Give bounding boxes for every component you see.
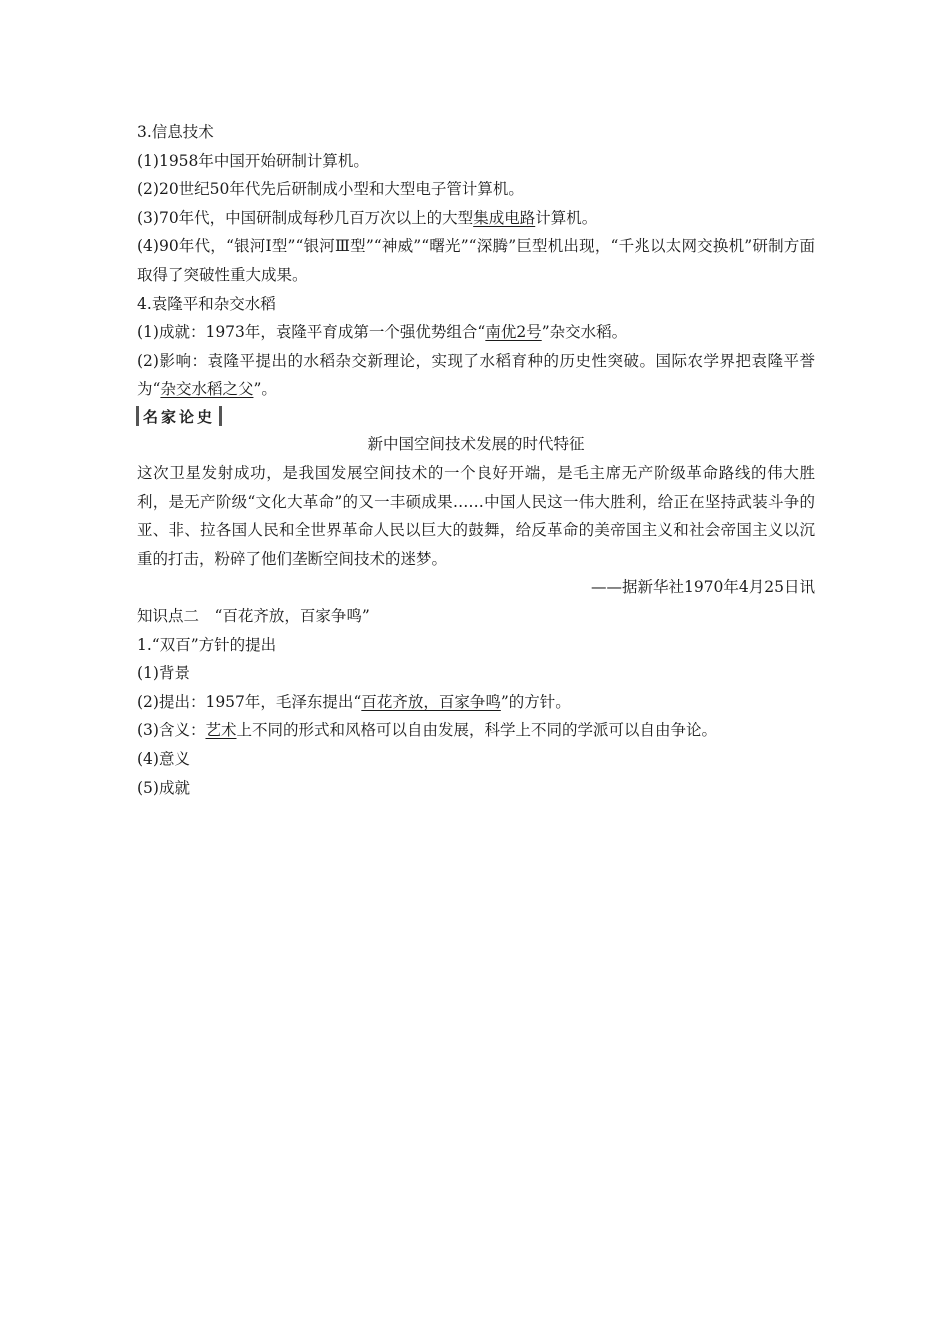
commentary-source: ——据新华社1970年4月25日讯 xyxy=(590,578,815,597)
section-4-item-2 xyxy=(137,347,815,404)
section-3-item-3-text: (3)70年代，中国研制成每秒几百万次以上的大型 xyxy=(137,208,474,227)
knowledge-point-2-sub-1: 1.“双百”方针的提出 xyxy=(137,635,277,654)
section-3-item-1: (1)1958年中国开始研制计算机。 xyxy=(137,151,369,170)
section-4-item-1-tail: ”杂交水稻。 xyxy=(541,323,628,342)
label-right-bar xyxy=(219,406,222,426)
document-content xyxy=(137,118,815,802)
knowledge-point-2-title: 知识点二 “百花齐放，百家争鸣” xyxy=(137,607,370,625)
commentary-label: 名家论史 xyxy=(143,407,216,426)
answer-father-of-hybrid-rice: 杂交水稻之父 xyxy=(160,380,254,399)
knowledge-point-2-item-1: (1)背景 xyxy=(137,664,190,683)
knowledge-point-2-item-3-tail: 上不同的形式和风格可以自由发展，科学上不同的学派可以自由争论。 xyxy=(236,721,717,740)
knowledge-point-2-item-2 xyxy=(137,688,815,717)
answer-hundred-flowers: 百花齐放，百家争鸣 xyxy=(361,692,501,711)
section-3-item-3-tail: 计算机。 xyxy=(535,208,598,227)
answer-integrated-circuit: 集成电路 xyxy=(473,208,536,227)
answer-art: 艺术 xyxy=(205,721,237,740)
knowledge-point-2-item-2-tail: ”的方针。 xyxy=(500,692,571,711)
knowledge-point-2-item-3 xyxy=(137,716,815,745)
commentary-body: 这次卫星发射成功，是我国发展空间技术的一个良好开端，是毛主席无产阶级革命路线的伟大胜利，是无产阶级“文化大革命”的又一丰硕成果……中国人民这一伟大胜利，给正在坚持武装斗争的亚、非、拉各国人民和全世界革命人民以巨大的鼓舞，给反革命的美帝国主义和社会帝国主义以沉重的打击，粉碎了他们垄断空间技术的迷梦。 xyxy=(137,464,815,568)
knowledge-point-2-item-2-text: (2)提出：1957年，毛泽东提出“ xyxy=(137,692,362,711)
section-3-item-3 xyxy=(137,204,815,233)
knowledge-point-2-item-4: (4)意义 xyxy=(137,749,190,768)
knowledge-point-2-item-5: (5)成就 xyxy=(137,778,190,797)
section-4-item-2-tail: ”。 xyxy=(253,380,277,399)
answer-nanyou-2: 南优2号 xyxy=(485,323,542,342)
section-4-item-1 xyxy=(137,318,815,347)
commentary-label-box xyxy=(136,406,222,427)
knowledge-point-2-item-3-text: (3)含义： xyxy=(137,721,206,740)
section-4-item-2-text: (2)影响：袁隆平提出的水稻杂交新理论，实现了水稻育种的历史性突破。国际农学界把袁隆平誉为“ xyxy=(137,351,815,399)
section-3-item-2: (2)20世纪50年代先后研制成小型和大型电子管计算机。 xyxy=(137,180,524,199)
section-4-title: 4.袁隆平和杂交水稻 xyxy=(137,294,276,313)
commentary-title: 新中国空间技术发展的时代特征 xyxy=(367,435,585,454)
section-4-item-1-text: (1)成就：1973年，袁隆平育成第一个强优势组合“ xyxy=(137,323,486,342)
section-3-title: 3.信息技术 xyxy=(137,123,214,141)
section-3-item-4: (4)90年代，“银河Ⅰ型”“银河Ⅲ型”“神威”“曙光”“深腾”巨型机出现，“千兆以太网交换机”研制方面取得了突破性重大成果。 xyxy=(137,237,815,284)
